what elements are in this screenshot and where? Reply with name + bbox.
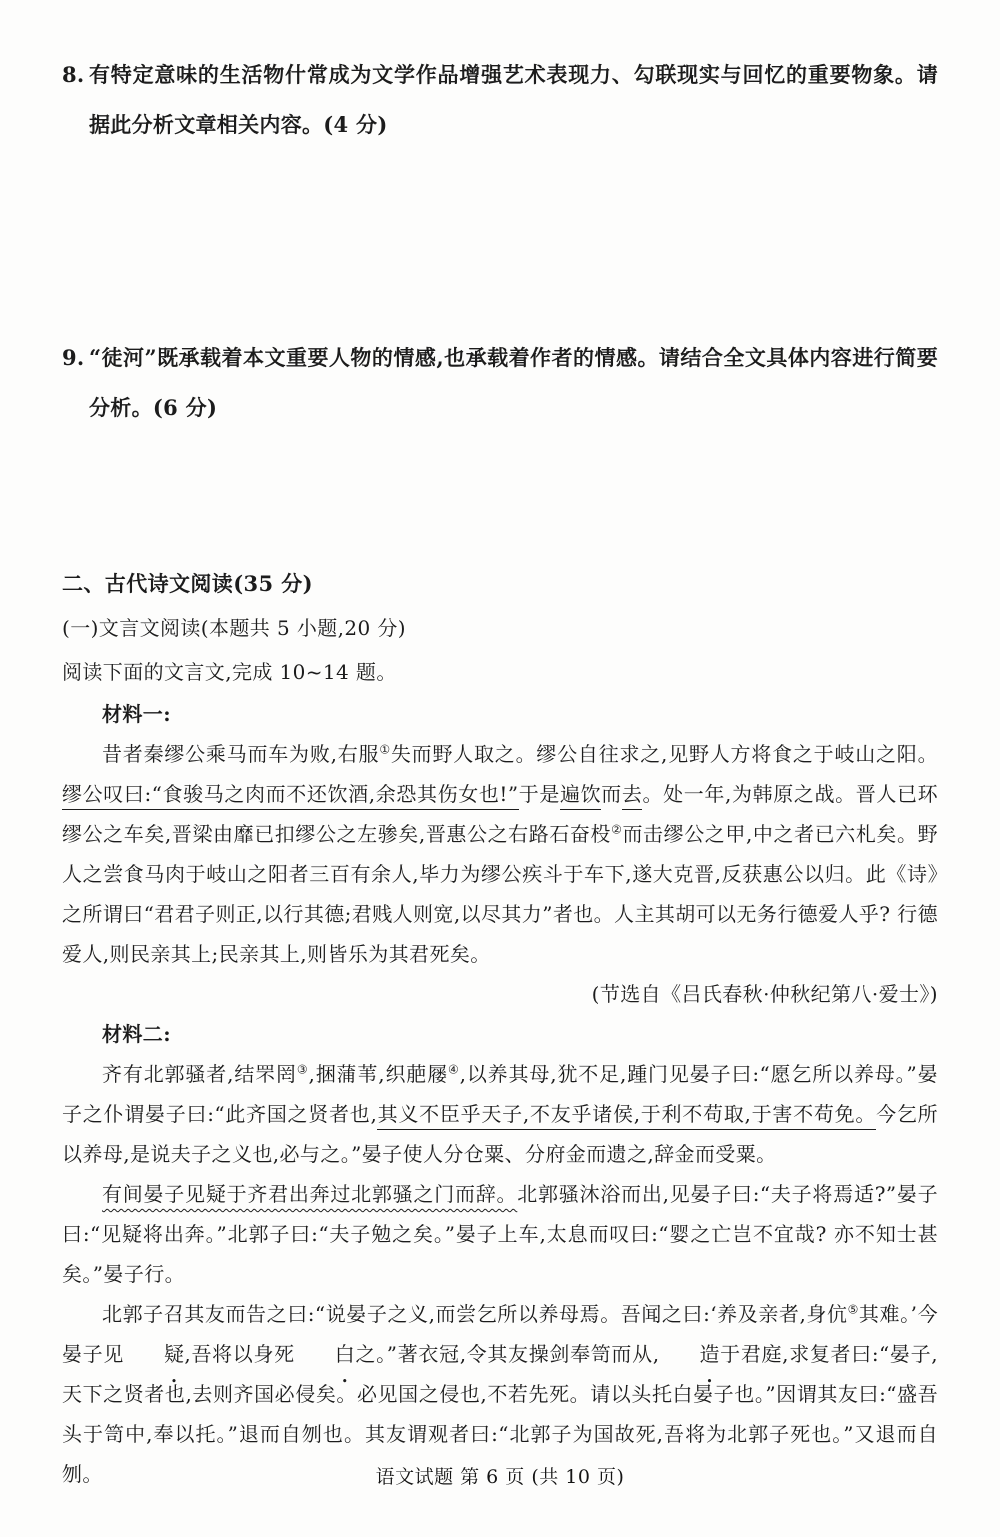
question-8 bbox=[62, 50, 938, 150]
text-segment: 有间晏子见疑于齐君出奔过北郭骚之门而辞。 bbox=[102, 1182, 518, 1206]
emphasized-char: 疑 bbox=[164, 1342, 185, 1366]
section-subtitle: (一)文言文阅读(本题共 5 小题,20 分) bbox=[62, 616, 407, 640]
text-segment: 遍饮 bbox=[560, 782, 601, 810]
text-segment: ,吾将以身死 bbox=[184, 1342, 295, 1366]
material-1-text bbox=[62, 734, 938, 974]
section-title: 二、古代诗文阅读(35 分) bbox=[62, 571, 314, 596]
material-1-label: 材料一: bbox=[102, 702, 171, 726]
footnote-marker: ⑤ bbox=[847, 1302, 859, 1317]
text-segment: 之。”著衣冠,令其友操剑奉笥而从, bbox=[355, 1342, 660, 1366]
text-segment: 今乞所以养母,是说夫子之义也,必与之。”晏子使人分仓粟、分府金而遗之,辞金而受粟。 bbox=[62, 1102, 938, 1166]
text-segment: 其难。’今晏子见 bbox=[62, 1302, 938, 1366]
question-8-text: 有特定意味的生活物什常成为文学作品增强艺术表现力、勾联现实与回忆的重要物象。请据此分析文章相关内容。(4 分) bbox=[89, 62, 938, 137]
page-footer: 语文试题 第 6 页 (共 10 页) bbox=[375, 1466, 625, 1488]
text-segment: 北郭子召其友而告之曰:“说晏子之义,而尝乞所以养母焉。吾闻之曰:‘养及亲者,身伉 bbox=[102, 1302, 848, 1326]
material-1-attribution: (节选自《吕氏春秋·仲秋纪第八·爱士》) bbox=[591, 982, 938, 1006]
answer-space-question-8 bbox=[62, 150, 938, 333]
material-2-label: 材料二: bbox=[102, 1022, 171, 1046]
emphasized-char: 白 bbox=[334, 1342, 356, 1366]
text-segment: 昔者秦缪公乘马而车为败,右服 bbox=[102, 742, 380, 766]
text-segment: 其义不臣乎天子,不友乎诸侯,于利不苟取,于害不苟免。 bbox=[377, 1102, 876, 1130]
footnote-marker: ④ bbox=[448, 1062, 460, 1077]
text-segment: 而击缪公之甲,中之者已六札矣。野人之尝食马肉于岐山之阳者三百有余人,毕力为缪公疾斗于车下,遂大克晋,反获惠公以归。此《诗》之所谓曰“君君子则正,以行其德;君贱人则宽,以尽其力”者也。人主其胡可以无务行德爱人乎? 行德爱人,则民亲其上;民亲其上,则皆乐为其君死矣。 bbox=[62, 822, 938, 966]
text-segment: 于是 bbox=[518, 782, 560, 806]
text-segment: 缪公叹曰:“食骏马之肉而不还饮酒,余恐其伤女也!” bbox=[62, 782, 519, 810]
emphasized-char: 造 bbox=[699, 1342, 720, 1366]
footnote-marker: ③ bbox=[296, 1062, 309, 1077]
text-segment: 失而野人取之。缪公自往求之,见野人方将食之于岐山之阳。 bbox=[390, 742, 938, 766]
text-segment: ,以养其母,犹不足,踵门见晏子曰:“愿乞所以养母。”晏子之仆谓晏子曰:“此齐国之贤者也, bbox=[62, 1062, 938, 1126]
footnote-marker: ② bbox=[611, 822, 623, 837]
material-2-paragraph-1 bbox=[62, 1054, 938, 1174]
text-segment: ,捆蒲苇,织萉屦 bbox=[308, 1062, 449, 1086]
question-8-number: 8. bbox=[62, 62, 85, 87]
material-2-paragraph-2 bbox=[62, 1174, 938, 1294]
question-9-text: “徒河”既承载着本文重要人物的情感,也承载着作者的情感。请结合全文具体内容进行简要分析。(6 分) bbox=[89, 345, 938, 420]
text-segment: 。处一年,为韩原之战。晋人已环缪公之车矣,晋梁由靡已扣缪公之左骖矣,晋惠公之右路石奋杸 bbox=[62, 782, 938, 846]
text-segment: 而 bbox=[601, 782, 622, 806]
section-instruction: 阅读下面的文言文,完成 10~14 题。 bbox=[62, 660, 397, 684]
question-9 bbox=[62, 333, 938, 433]
footnote-marker: ① bbox=[379, 742, 391, 757]
question-9-number: 9. bbox=[62, 345, 85, 370]
text-segment: 去 bbox=[622, 782, 643, 810]
text-segment: 齐有北郭骚者,结罘罔 bbox=[102, 1062, 297, 1086]
answer-space-question-9 bbox=[62, 433, 938, 561]
text-segment: 北郭骚沐浴而出,见晏子曰:“夫子将焉适?”晏子曰:“见疑将出奔。”北郭子曰:“夫子勉之矣。”晏子上车,太息而叹曰:“婴之亡岂不宜哉? 亦不知士甚矣。”晏子行。 bbox=[62, 1182, 938, 1286]
text-segment: 于君庭,求复者曰:“晏子,天下之贤者也,去则齐国必侵矣。必见国之侵也,不若先死。请以头托白晏子也。”因谓其友曰:“盛吾头于笥中,奉以托。”退而自刎也。其友谓观者曰:“北郭子为国故死,吾将为北郭子死也。”又退而自刎。 bbox=[62, 1342, 938, 1486]
